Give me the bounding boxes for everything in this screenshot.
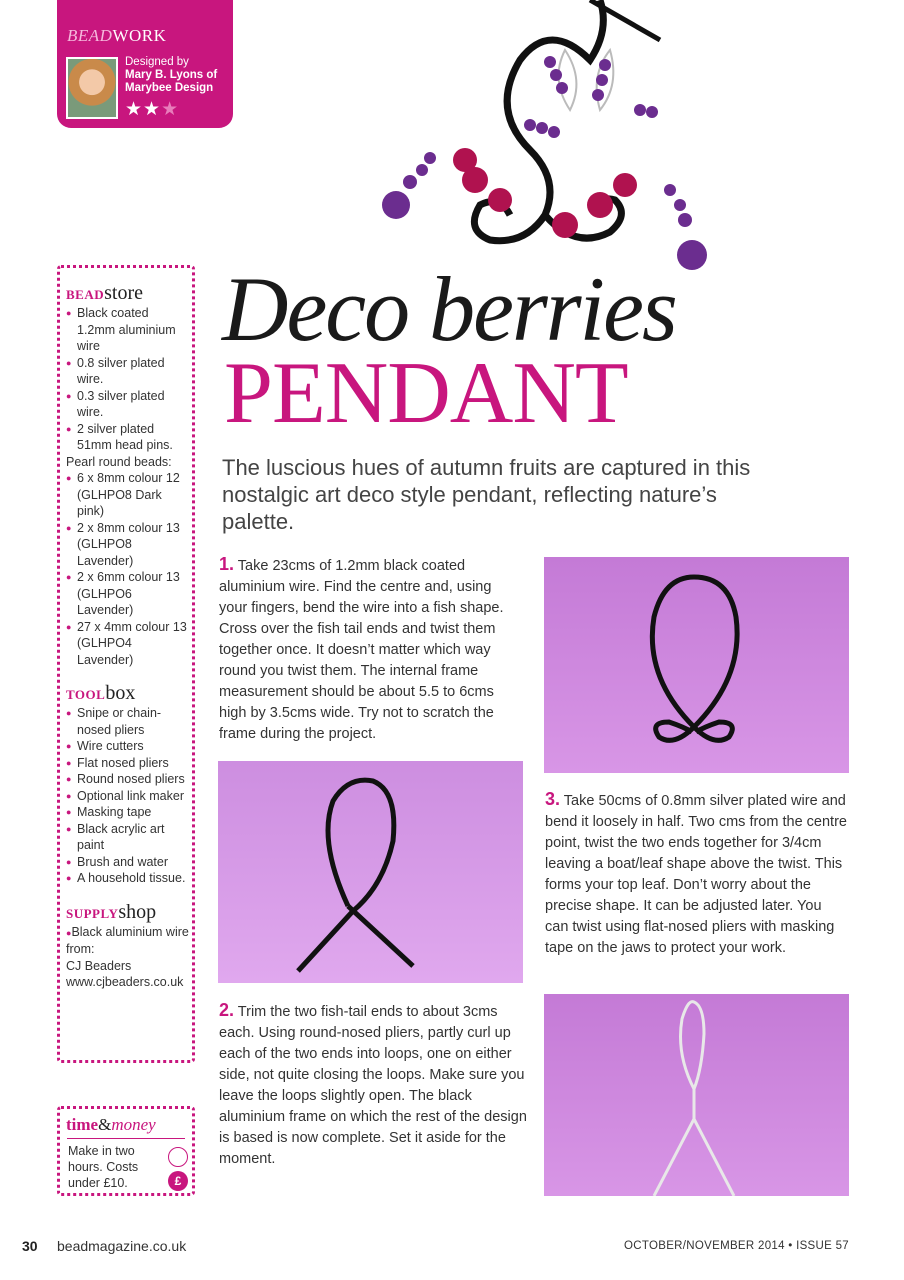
list-item: ● Wire cutters — [66, 738, 190, 755]
list-item: ● 2 x 8mm colour 13 (GLHPO8 Lavender) — [66, 520, 190, 570]
toolbox-list — [66, 705, 190, 887]
designer-credit: Designed by Mary B. Lyons of Marybee Design — [125, 56, 230, 95]
supplyshop-text: ●Black aluminium wire from: CJ Beaders www.cjbeaders.co.uk — [66, 924, 189, 989]
pearls-subheading: Pearl round beads: — [66, 454, 172, 469]
intro-text: The luscious hues of autumn fruits are captured in this nostalgic art deco style pendant, reflecting nature’s palette. — [222, 455, 751, 534]
list-item: ● Snipe or chain-nosed pliers — [66, 705, 190, 738]
clock-icon — [168, 1147, 188, 1167]
star-icon: ★ — [125, 99, 144, 120]
section-label: BEADWORK — [67, 26, 167, 45]
toolbox-heading: TOOLbox — [66, 682, 136, 704]
step-2: 2. Trim the two fish-tail ends to about 3cms each. Using round-nosed pliers, partly curl up each of the two ends into loops, one on either side, not quite closing the loops. Make sure you leave the loops slightly open. The black aluminium frame on which the rest of the design is based is now complete. Set it aside for the moment. — [219, 1000, 527, 1167]
divider — [67, 1138, 185, 1139]
star-empty-icon: ★ — [161, 99, 180, 120]
step-2-photo — [218, 761, 523, 983]
beadstore-list — [66, 305, 190, 454]
pound-icon: £ — [168, 1171, 188, 1191]
list-item: ● Black acrylic art paint — [66, 821, 190, 854]
list-item: ● Flat nosed pliers — [66, 755, 190, 772]
list-item: ● 0.3 silver plated wire. — [66, 388, 190, 421]
page-number: 30 — [22, 1238, 38, 1254]
materials-box — [57, 265, 195, 1063]
list-item: ● 6 x 8mm colour 12 (GLHPO8 Dark pink) — [66, 470, 190, 520]
star-icon: ★ — [143, 99, 162, 120]
list-item: ● 2 x 6mm colour 13 (GLHPO6 Lavender) — [66, 569, 190, 619]
footer-issue: OCTOBER/NOVEMBER 2014 • ISSUE 57 — [624, 1240, 849, 1252]
time-money-text: Make in two hours. Costs under £10. — [68, 1144, 139, 1190]
list-item: ● Brush and water — [66, 854, 190, 871]
supplyshop-heading: SUPPLYshop — [66, 900, 157, 923]
supplier-url: www.cjbeaders.co.uk — [66, 975, 184, 989]
step-1-photo — [544, 557, 849, 773]
list-item: ● 0.8 silver plated wire. — [66, 355, 190, 388]
list-item: ● Masking tape — [66, 804, 190, 821]
time-money-box — [57, 1106, 195, 1196]
list-item: ● Optional link maker — [66, 788, 190, 805]
step-3: 3. Take 50cms of 0.8mm silver plated wire and bend it loosely in half. Two cms from the centre point, twist the two ends together for 3/4cm leaving a boat/leaf shape above the twist. This forms your top leaf. Don’t worry about the precise shape. It can be adjusted later. You can twist using flat-nosed pliers with masking tape on the jaws to protect your work. — [545, 789, 847, 956]
designer-name: Mary B. Lyons of Marybee Design — [125, 69, 218, 94]
step-1: 1. Take 23cms of 1.2mm black coated aluminium wire. Find the centre and, using your fingers, bend the wire into a fish shape. Cross over the fish tail ends and twist them together once. It doesn’t matter which way round you twist them. The internal frame measurement should be about 5.5 to 6cms high by 3.5cms wide. Try not to scratch the frame during the project. — [219, 554, 504, 742]
section-tab — [57, 0, 233, 128]
footer-site: beadmagazine.co.uk — [57, 1238, 187, 1254]
beadstore-heading: BEADstore — [66, 282, 144, 304]
pearls-list — [66, 470, 190, 668]
step-3-photo — [544, 994, 849, 1196]
list-item: ● A household tissue. — [66, 870, 190, 887]
title-line-1: Deco berries — [222, 258, 676, 360]
time-money-heading: time&money — [66, 1115, 156, 1134]
title-line-2: PENDANT — [224, 345, 628, 442]
designer-avatar — [66, 57, 118, 119]
list-item: ● 2 silver plated 51mm head pins. — [66, 421, 190, 454]
list-item: ● Round nosed pliers — [66, 771, 190, 788]
list-item: ● Black coated 1.2mm aluminium wire — [66, 305, 190, 355]
pendant-hero-image — [360, 0, 720, 300]
list-item: ● 27 x 4mm colour 13 (GLHPO4 Lavender) — [66, 619, 190, 669]
difficulty-stars — [125, 98, 179, 121]
